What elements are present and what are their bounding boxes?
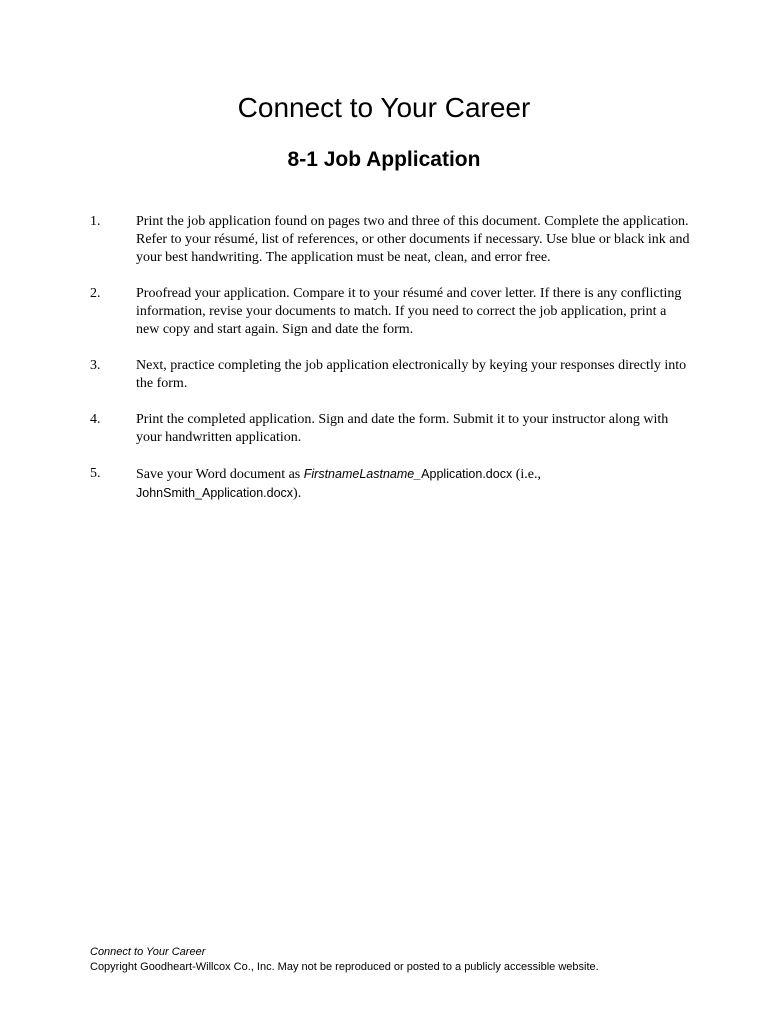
instruction-step-2 [90, 285, 690, 339]
step-number: 3. [90, 358, 101, 373]
document-title: Connect to Your Career [237, 92, 531, 123]
instruction-step-3 [90, 357, 690, 393]
document-subtitle: 8-1 Job Application [287, 148, 481, 171]
step-text-middle: (i.e., [512, 467, 541, 482]
footer-copyright: Copyright Goodheart-Willcox Co., Inc. May not be reproduced or posted to a publicly accessible website. [90, 961, 599, 973]
instructions-list [90, 213, 690, 521]
step-number: 4. [90, 412, 101, 427]
step-text: Next, practice completing the job application electronically by keying your responses directly into the form. [136, 358, 687, 391]
step-number: 2. [90, 286, 101, 301]
step-text: Print the completed application. Sign and date the form. Submit it to your instructor along with your handwritten application. [136, 412, 669, 445]
filename-placeholder: FirstnameLastname_ [303, 467, 422, 481]
filename-extension: Application.docx [421, 467, 513, 481]
step-text-prefix: Save your Word document as [136, 467, 304, 482]
example-filename: JohnSmith_Application.docx [136, 486, 294, 500]
page-footer [90, 945, 730, 975]
step-text: Proofread your application. Compare it to your résumé and cover letter. If there is any conflicting information, revise your documents to match. If you need to correct the job application, print a new copy and start again. Sign and date the form. [136, 286, 682, 337]
step-number: 1. [90, 214, 101, 229]
step-text: Print the job application found on pages two and three of this document. Complete the application. Refer to your résumé, list of references, or other documents if necessary. Use blue or black ink and your best handwriting. The application must be neat, clean, and error free. [136, 214, 690, 265]
instruction-step-5 [90, 465, 690, 503]
step-text-suffix: ). [293, 486, 302, 501]
footer-title: Connect to Your Career [90, 946, 206, 958]
step-number: 5. [90, 466, 101, 481]
instruction-step-1 [90, 213, 690, 267]
step-text [136, 465, 690, 503]
instruction-step-4 [90, 411, 690, 447]
